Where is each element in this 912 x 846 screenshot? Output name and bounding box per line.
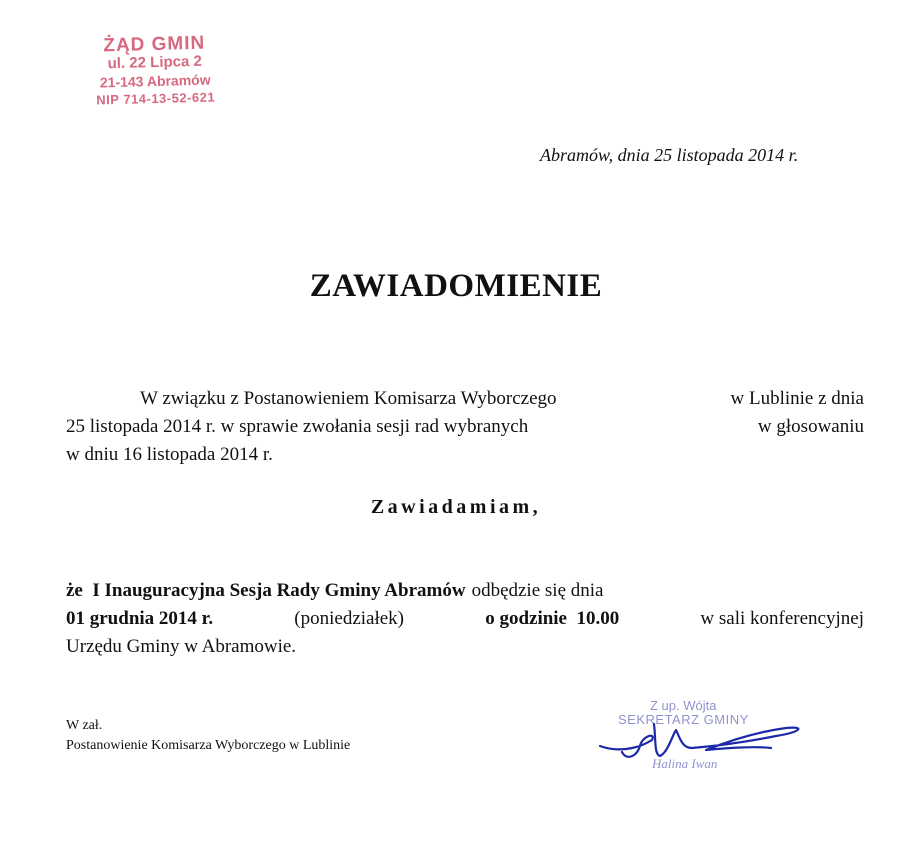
session-date: 01 grudnia 2014 r. [66,608,214,629]
session-line-1 [66,577,864,605]
intro-line-2-a: 25 listopada 2014 r. w sprawie zwołania sesji rad wybranych [66,416,529,437]
session-time: o godzinie 10.00 [485,608,620,629]
stamp-line-1: ŻĄD GMIN [103,32,206,57]
stamp-line-3: 21-143 Abramów [99,71,211,91]
session-line-3: Urzędu Gminy w Abramowie. [66,636,297,657]
date-line: Abramów, dnia 25 listopada 2014 r. [540,145,799,165]
session-line-1-rest: odbędzie się dnia [471,580,604,601]
intro-line-2-b: w głosowaniu [757,416,864,437]
stamp-line-2: ul. 22 Lipca 2 [107,52,203,73]
office-stamp [59,34,251,111]
session-paragraph [66,577,864,661]
intro-line-2 [66,413,864,441]
signature-stamp-line-1: Z up. Wójta [650,698,717,713]
intro-line-1-a: W związku z Postanowieniem Komisarza Wyborczego [140,388,557,409]
document-title: ZAWIADOMIENIE [309,268,603,304]
signature-stamp-line-2: SEKRETARZ GMINY [618,712,749,727]
signature-stamp-line-3: Halina Iwan [652,756,718,771]
stamp-line-4: NIP 714-13-52-621 [96,89,216,108]
attachment-text: Postanowienie Komisarza Wyborczego w Lublinie [66,738,351,753]
intro-paragraph [66,385,864,469]
intro-line-1 [66,385,864,413]
intro-line-3: w dniu 16 listopada 2014 r. [66,444,273,465]
announce-heading: Zawiadamiam, [370,496,542,518]
session-name: że I Inauguracyjna Sesja Rady Gminy Abramów [66,580,466,601]
attachment-note [66,716,350,756]
attachment-label: W zał. [66,718,103,733]
session-line-2-rest: w sali konferencyjnej [700,608,864,629]
intro-line-1-b: w Lublinie z dnia [730,388,864,409]
session-day: (poniedziałek) [294,608,405,629]
spacer [603,577,864,605]
session-line-2 [66,605,864,633]
handwritten-signature [596,712,816,772]
